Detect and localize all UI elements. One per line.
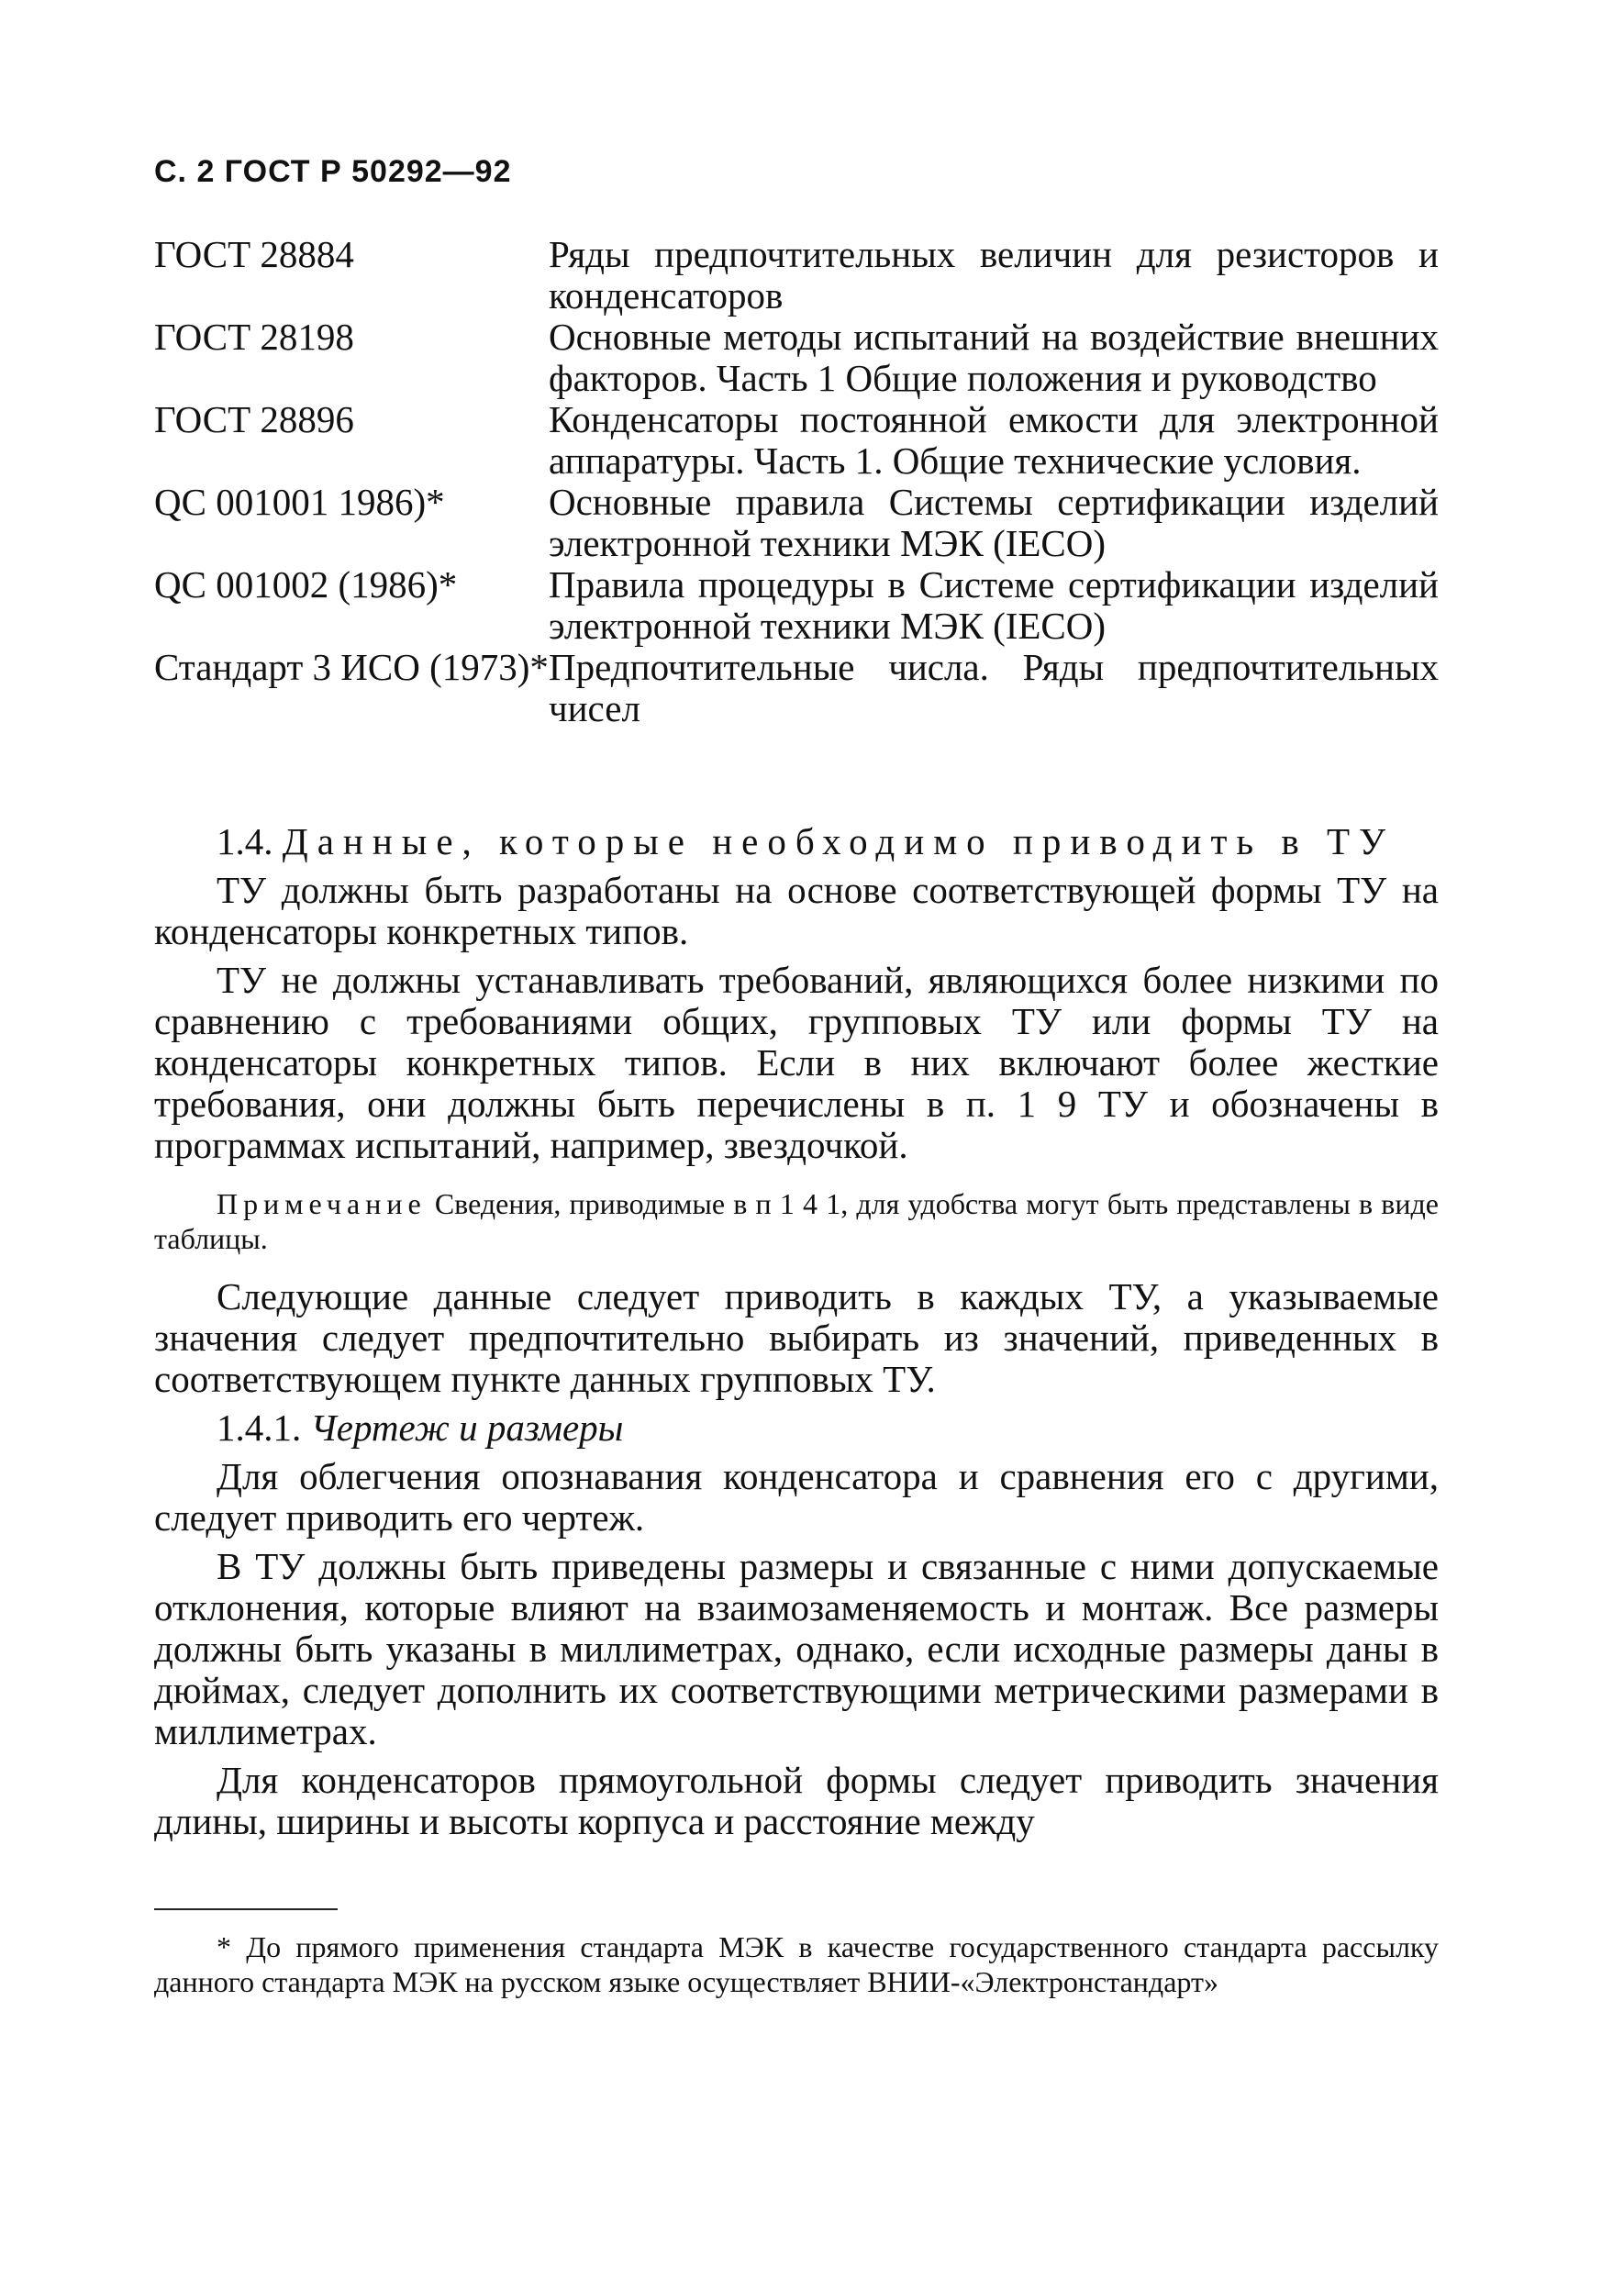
reference-row — [154, 234, 1439, 317]
reference-code: Стандарт 3 ИСО (1973)* — [154, 646, 549, 688]
note-text: Сведения, приводимые в п 1 4 1, для удобства могут быть представлены в виде таблицы. — [154, 1187, 1440, 1255]
footnote: * До прямого применения стандарта МЭК в качестве государственного стандарта рассылку данного стандарта МЭК на русском языке осуществляет ВНИИ-«Электронстандарт» — [154, 1930, 1439, 1998]
subsection-number: 1.4.1. — [217, 1406, 302, 1449]
reference-row — [154, 482, 1439, 564]
section-number: 1.4. — [217, 820, 273, 862]
reference-title: Основные методы испытаний на воздействие внешних факторов. Часть 1 Общие положения и руководство — [549, 316, 1439, 399]
reference-title: Ряды предпочтительных величин для резисторов и конденсаторов — [549, 233, 1439, 317]
paragraph: Для конденсаторов прямоугольной формы следует приводить значения длины, ширины и высоты корпуса и расстояние между — [154, 1759, 1439, 1842]
note-label: Примечание — [217, 1187, 427, 1220]
reference-title: Предпочтительные числа. Ряды предпочтительных чисел — [549, 646, 1439, 729]
paragraph: В ТУ должны быть приведены размеры и связанные с ними допускаемые отклонения, которые влияют на взаимозаменяемость и монтаж. Все размеры должны быть указаны в миллиметрах, однако, если исходные размеры даны в дюймах, следует дополнить их соответствующими метрическими размерами в миллиметрах. — [154, 1545, 1439, 1752]
section-heading — [154, 821, 1439, 862]
normative-references-table — [154, 234, 1439, 729]
reference-title: Правила процедуры в Системе сертификации изделий электронной техники МЭК (IECO) — [549, 563, 1439, 647]
reference-code: ГОСТ 28884 — [154, 233, 354, 275]
reference-row — [154, 399, 1439, 482]
reference-code: QC 001002 (1986)* — [154, 563, 458, 606]
reference-code: QC 001001 1986)* — [154, 481, 445, 523]
main-content — [154, 821, 1439, 1842]
reference-row — [154, 647, 1439, 729]
footnote-divider — [154, 1908, 338, 1910]
subsection-title: Чертеж и размеры — [310, 1406, 624, 1449]
note — [154, 1186, 1439, 1256]
reference-code: ГОСТ 28198 — [154, 316, 354, 358]
reference-code: ГОСТ 28896 — [154, 398, 354, 440]
reference-row — [154, 317, 1439, 399]
section-title: Данные, которые необходимо приводить в ТУ — [282, 820, 1396, 862]
reference-row — [154, 564, 1439, 647]
paragraph: ТУ должны быть разработаны на основе соответствующей формы ТУ на конденсаторы конкретных типов. — [154, 869, 1439, 952]
paragraph: Для облегчения опознавания конденсатора и сравнения его с другими, следует приводить его чертеж. — [154, 1455, 1439, 1539]
reference-title: Основные правила Системы сертификации изделий электронной техники МЭК (IECO) — [549, 481, 1439, 564]
reference-title: Конденсаторы постоянной емкости для электронной аппаратуры. Часть 1. Общие технические условия. — [549, 398, 1439, 482]
subsection-heading — [154, 1407, 1439, 1449]
paragraph: Следующие данные следует приводить в каждых ТУ, а указываемые значения следует предпочтительно выбирать из значений, приведенных в соответствующем пункте данных групповых ТУ. — [154, 1275, 1439, 1400]
paragraph: ТУ не должны устанавливать требований, являющихся более низкими по сравнению с требованиями общих, групповых ТУ или формы ТУ на конденсаторы конкретных типов. Если в них включают более жесткие требования, они должны быть перечислены в п. 1 9 ТУ и обозначены в программах испытаний, например, звездочкой. — [154, 959, 1439, 1166]
page-header: С. 2 ГОСТ Р 50292—92 — [154, 154, 512, 189]
